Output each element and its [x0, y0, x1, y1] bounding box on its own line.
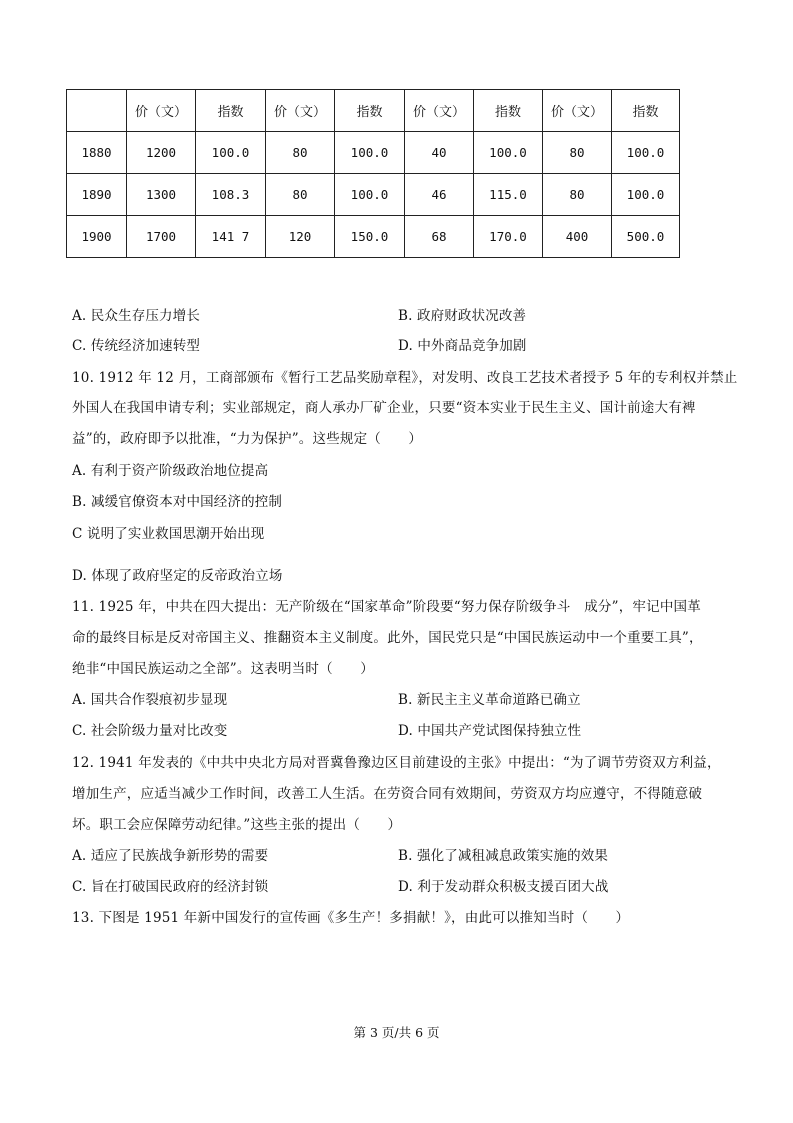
table-cell: 100.0: [612, 174, 680, 216]
table-cell: 1200: [127, 132, 196, 174]
table-cell: 100.0: [612, 132, 680, 174]
table-cell: 80: [543, 132, 612, 174]
table-cell: 68: [405, 216, 474, 258]
table-cell: 100.0: [474, 132, 543, 174]
table-header-row: [67, 90, 680, 132]
q12-option-b[interactable]: B. 强化了减租减息政策实施的效果: [398, 848, 609, 864]
q11-stem-line2: 命的最终目标是反对帝国主义、推翻资本主义制度。此外，国民党只是“中国民族运动中一个重要工具”，: [72, 630, 703, 646]
q11-option-a[interactable]: A. 国共合作裂痕初步显现: [72, 692, 228, 708]
table-cell: 46: [405, 174, 474, 216]
table-header-cell: 指数: [612, 90, 680, 132]
table-header-cell: 价（文）: [266, 90, 335, 132]
q9-option-a[interactable]: A. 民众生存压力增长: [72, 308, 200, 324]
table-row: [67, 174, 680, 216]
q10-stem-line1: 10. 1912 年 12 月，工商部颁布《暂行工艺品奖励章程》，对发明、改良工艺技术者授予 5 年的专利权并禁止: [72, 370, 738, 386]
table-header-cell: 指数: [474, 90, 543, 132]
table-cell: 100.0: [335, 174, 405, 216]
table-cell: 80: [543, 174, 612, 216]
table-row: [67, 216, 680, 258]
table-cell: 1700: [127, 216, 196, 258]
page-footer: 第 3 页/共 6 页: [353, 1025, 440, 1040]
q10-option-c[interactable]: C 说明了实业救国思潮开始出现: [72, 526, 265, 542]
table-header-cell: 指数: [335, 90, 405, 132]
table-cell: 115.0: [474, 174, 543, 216]
q9-option-d[interactable]: D. 中外商品竞争加剧: [398, 338, 527, 354]
q11-stem-line3: 绝非“中国民族运动之全部”。这表明当时（ ）: [72, 661, 374, 677]
table-header-cell: 价（文）: [127, 90, 196, 132]
table-year-cell: 1880: [67, 132, 127, 174]
price-index-table: [66, 89, 680, 258]
table-cell: 500.0: [612, 216, 680, 258]
q9-option-c[interactable]: C. 传统经济加速转型: [72, 338, 201, 354]
q10-option-d[interactable]: D. 体现了政府坚定的反帝政治立场: [72, 568, 283, 584]
q10-stem-line3: 益”的，政府即予以批准，“力为保护”。这些规定（ ）: [72, 431, 423, 447]
q12-stem-line2: 增加生产，应适当减少工作时间，改善工人生活。在劳资合同有效期间，劳资双方均应遵守，不得随意破: [72, 786, 703, 802]
table-cell: 400: [543, 216, 612, 258]
table-header-cell: 价（文）: [543, 90, 612, 132]
table-header-cell: [67, 90, 127, 132]
table-cell: 170.0: [474, 216, 543, 258]
table-cell: 80: [266, 132, 335, 174]
q12-option-a[interactable]: A. 适应了民族战争新形势的需要: [72, 848, 269, 864]
table-year-cell: 1890: [67, 174, 127, 216]
table-cell: 108.3: [196, 174, 266, 216]
q11-stem-line1: 11. 1925 年，中共在四大提出：无产阶级在“国家革命”阶段要“努力保存阶级争斗 成分”，牢记中国革: [72, 599, 701, 615]
table-header-cell: 指数: [196, 90, 266, 132]
q12-stem-line3: 坏。职工会应保障劳动纪律。”这些主张的提出（ ）: [72, 817, 402, 833]
q10-option-a[interactable]: A. 有利于资产阶级政治地位提高: [72, 463, 269, 479]
q11-option-c[interactable]: C. 社会阶级力量对比改变: [72, 723, 228, 739]
q10-stem-line2: 外国人在我国申请专利；实业部规定，商人承办厂矿企业，只要“资本实业于民生主义、国计前途大有裨: [72, 400, 696, 416]
q12-stem-line1: 12. 1941 年发表的《中共中央北方局对晋冀鲁豫边区目前建设的主张》中提出：“为了调节劳资双方利益，: [72, 755, 721, 771]
q10-option-b[interactable]: B. 减缓官僚资本对中国经济的控制: [72, 494, 283, 510]
table-cell: 141 7: [196, 216, 266, 258]
q12-option-c[interactable]: C. 旨在打破国民政府的经济封锁: [72, 879, 269, 895]
q12-option-d[interactable]: D. 利于发动群众积极支援百团大战: [398, 879, 609, 895]
table-year-cell: 1900: [67, 216, 127, 258]
table-cell: 1300: [127, 174, 196, 216]
table-row: [67, 132, 680, 174]
q11-option-d[interactable]: D. 中国共产党试图保持独立性: [398, 723, 582, 739]
table-header-cell: 价（文）: [405, 90, 474, 132]
table-cell: 120: [266, 216, 335, 258]
q11-option-b[interactable]: B. 新民主主义革命道路已确立: [398, 692, 581, 708]
table-cell: 100.0: [196, 132, 266, 174]
table-cell: 100.0: [335, 132, 405, 174]
q9-option-b[interactable]: B. 政府财政状况改善: [398, 308, 527, 324]
table-cell: 150.0: [335, 216, 405, 258]
q13-stem-line1: 13. 下图是 1951 年新中国发行的宣传画《多生产！多捐献！》，由此可以推知当时（ ）: [72, 910, 630, 926]
table-cell: 40: [405, 132, 474, 174]
table-cell: 80: [266, 174, 335, 216]
